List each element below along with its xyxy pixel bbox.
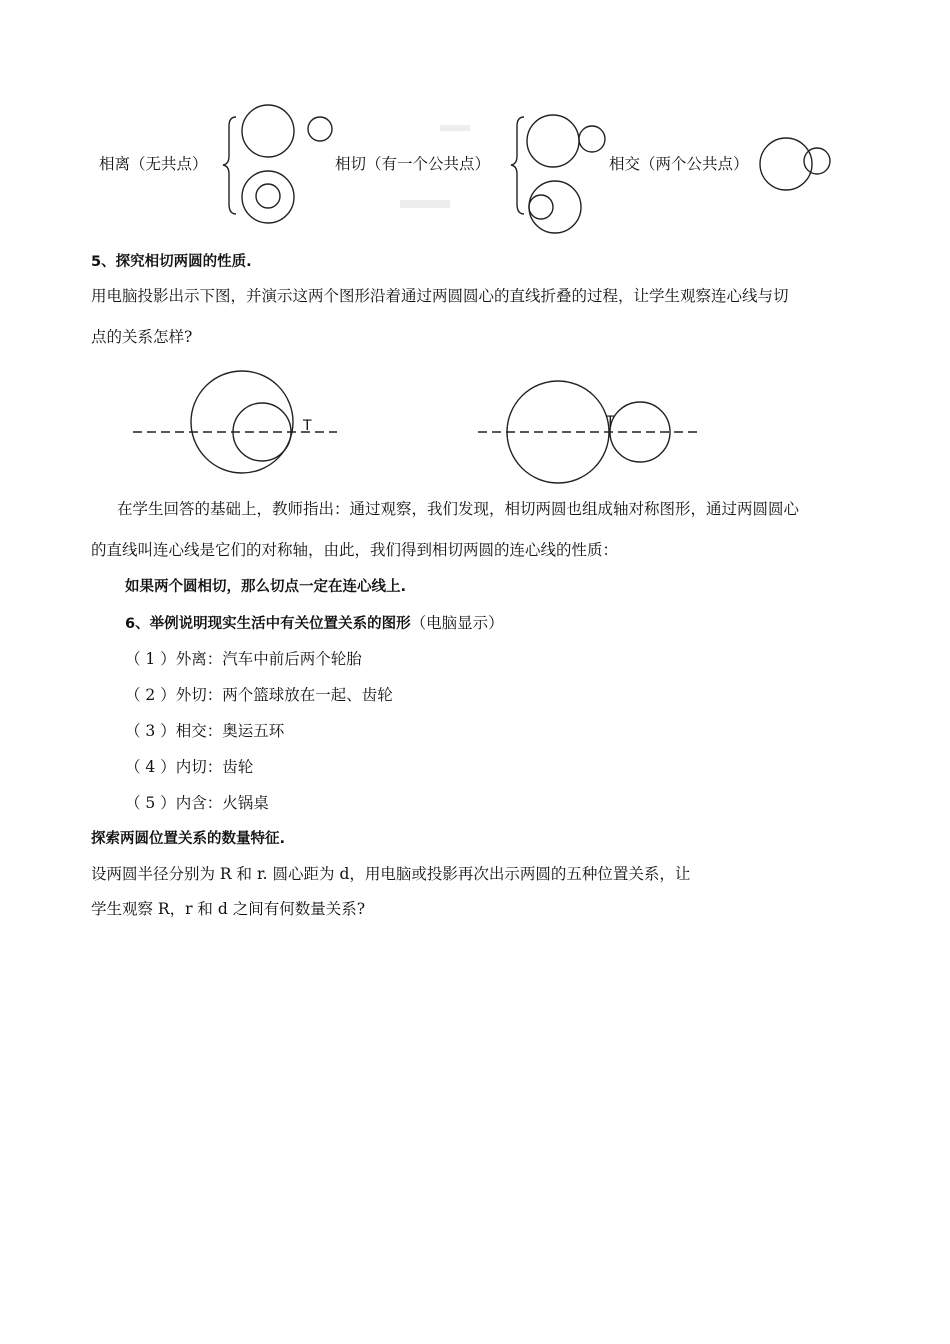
section5-para2-line2: 的直线叫连心线是它们的对称轴，由此，我们得到相切两圆的连心线的性质： (91, 541, 619, 559)
section5-para1-line1: 用电脑投影出示下图，并演示这两个图形沿着通过两圆圆心的直线折叠的过程，让学生观察连心线与切 (91, 287, 789, 305)
section6-heading-bold: 6、举例说明现实生活中有关位置关系的图形 (125, 616, 411, 632)
tangent-point-label-left: T (303, 418, 312, 434)
list-item: （ 1 ）外离：汽车中前后两个轮胎 (125, 650, 362, 668)
section7-heading: 探索两圆位置关系的数量特征. (91, 831, 286, 847)
section6-heading (125, 616, 504, 632)
section5-para1-line2: 点的关系怎样? (91, 328, 193, 346)
section7-line1: 设两圆半径分别为 R 和 r. 圆心距为 d，用电脑或投影再次出示两圆的五种位置关系，让 (91, 865, 691, 883)
section5-para2-line1: 在学生回答的基础上，教师指出：通过观察，我们发现，相切两圆也组成轴对称图形，通过两圆圆心 (117, 500, 800, 518)
list-item: （ 5 ）内含：火锅桌 (125, 794, 269, 812)
label-separate: 相离（无共点） (99, 155, 208, 173)
label-tangent: 相切（有一个公共点） (335, 155, 491, 173)
list-item: （ 3 ）相交：奥运五环 (125, 722, 285, 740)
tangent-circles-figure (0, 0, 950, 520)
section5-heading: 5、探究相切两圆的性质. (91, 254, 252, 270)
list-item: （ 4 ）内切：齿轮 (125, 758, 254, 776)
section6-heading-suffix: （电脑显示） (410, 614, 504, 632)
internal-tangent-outer-circle (191, 371, 293, 473)
label-intersect: 相交（两个公共点） (609, 155, 749, 173)
tangent-property-statement: 如果两个圆相切，那么切点一定在连心线上. (125, 579, 407, 595)
list-item: （ 2 ）外切：两个篮球放在一起、齿轮 (125, 686, 393, 704)
section7-line2: 学生观察 R，r 和 d 之间有何数量关系? (91, 900, 366, 918)
tangent-point-label-right: T (606, 414, 615, 430)
